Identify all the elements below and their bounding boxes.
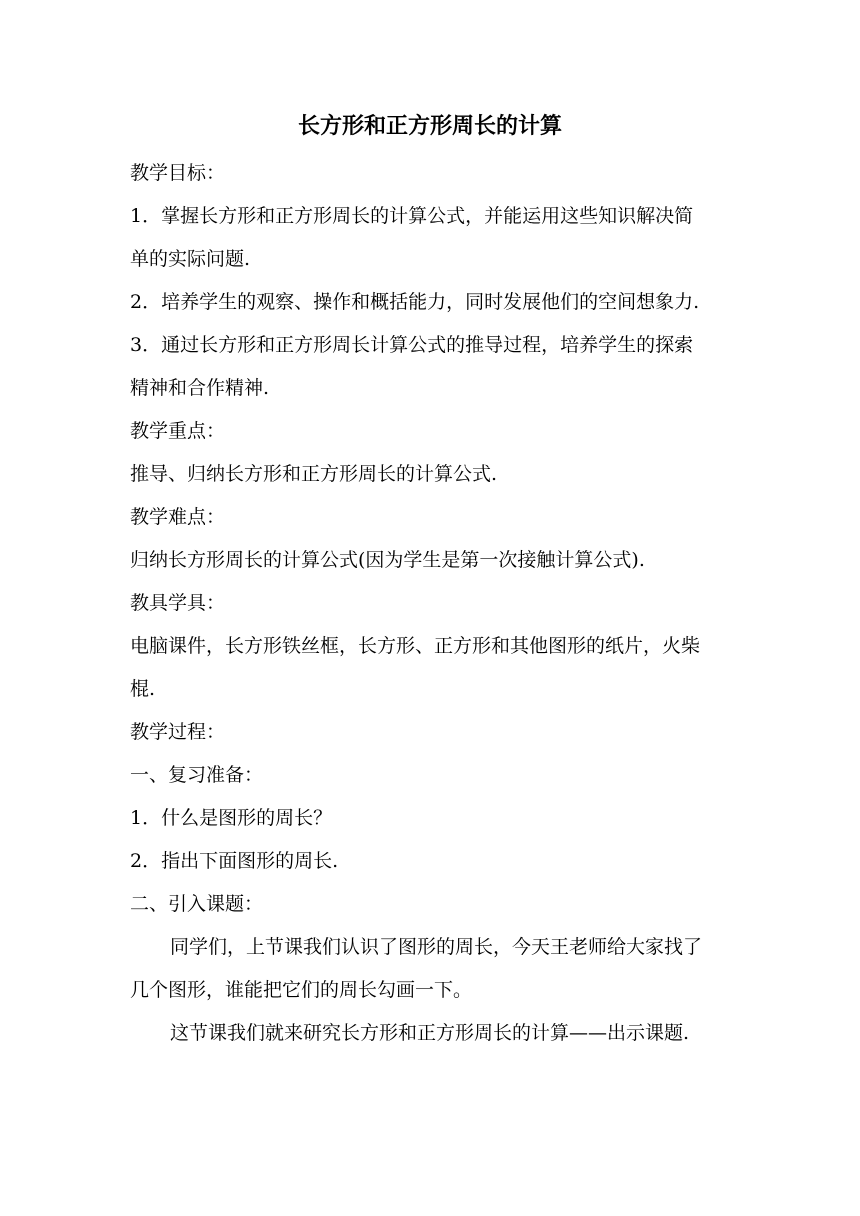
heading-teaching-process: 教学过程： [130, 721, 226, 743]
goal-3-line-2: 精神和合作精神. [130, 377, 270, 399]
key-points-text: 推导、归纳长方形和正方形周长的计算公式. [130, 463, 498, 485]
goal-1-line-2: 单的实际问题. [130, 248, 251, 270]
goal-3-line-1: 3．通过长方形和正方形周长计算公式的推导过程，培养学生的探索 [130, 334, 694, 356]
goal-2: 2．培养学生的观察、操作和概括能力，同时发展他们的空间想象力. [130, 291, 700, 313]
heading-difficulties: 教学难点： [130, 506, 226, 528]
intro-paragraph-2: 这节课我们就来研究长方形和正方形周长的计算——出示课题. [170, 1022, 690, 1044]
review-question-1: 1．什么是图形的周长？ [130, 807, 333, 829]
section-review: 一、复习准备： [130, 764, 264, 786]
document-body [130, 152, 740, 1055]
section-introduce-topic: 二、引入课题： [130, 893, 264, 915]
intro-paragraph-1-line-1: 同学们，上节课我们认识了图形的周长，今天王老师给大家找了 [170, 936, 703, 958]
goal-1-line-1: 1．掌握长方形和正方形周长的计算公式，并能运用这些知识解决简 [130, 205, 694, 227]
intro-paragraph-1-line-2: 几个图形，谁能把它们的周长勾画一下。 [130, 979, 473, 1001]
teaching-aids-line-2: 棍. [130, 678, 156, 700]
teaching-aids-line-1: 电脑课件，长方形铁丝框，长方形、正方形和其他图形的纸片，火柴 [130, 635, 701, 657]
heading-key-points: 教学重点： [130, 420, 226, 442]
heading-teaching-goals: 教学目标： [130, 162, 226, 184]
heading-teaching-aids: 教具学具： [130, 592, 226, 614]
document-title: 长方形和正方形周长的计算 [297, 113, 562, 139]
difficulties-text: 归纳长方形周长的计算公式(因为学生是第一次接触计算公式). [130, 549, 645, 571]
review-question-2: 2．指出下面图形的周长. [130, 850, 339, 872]
